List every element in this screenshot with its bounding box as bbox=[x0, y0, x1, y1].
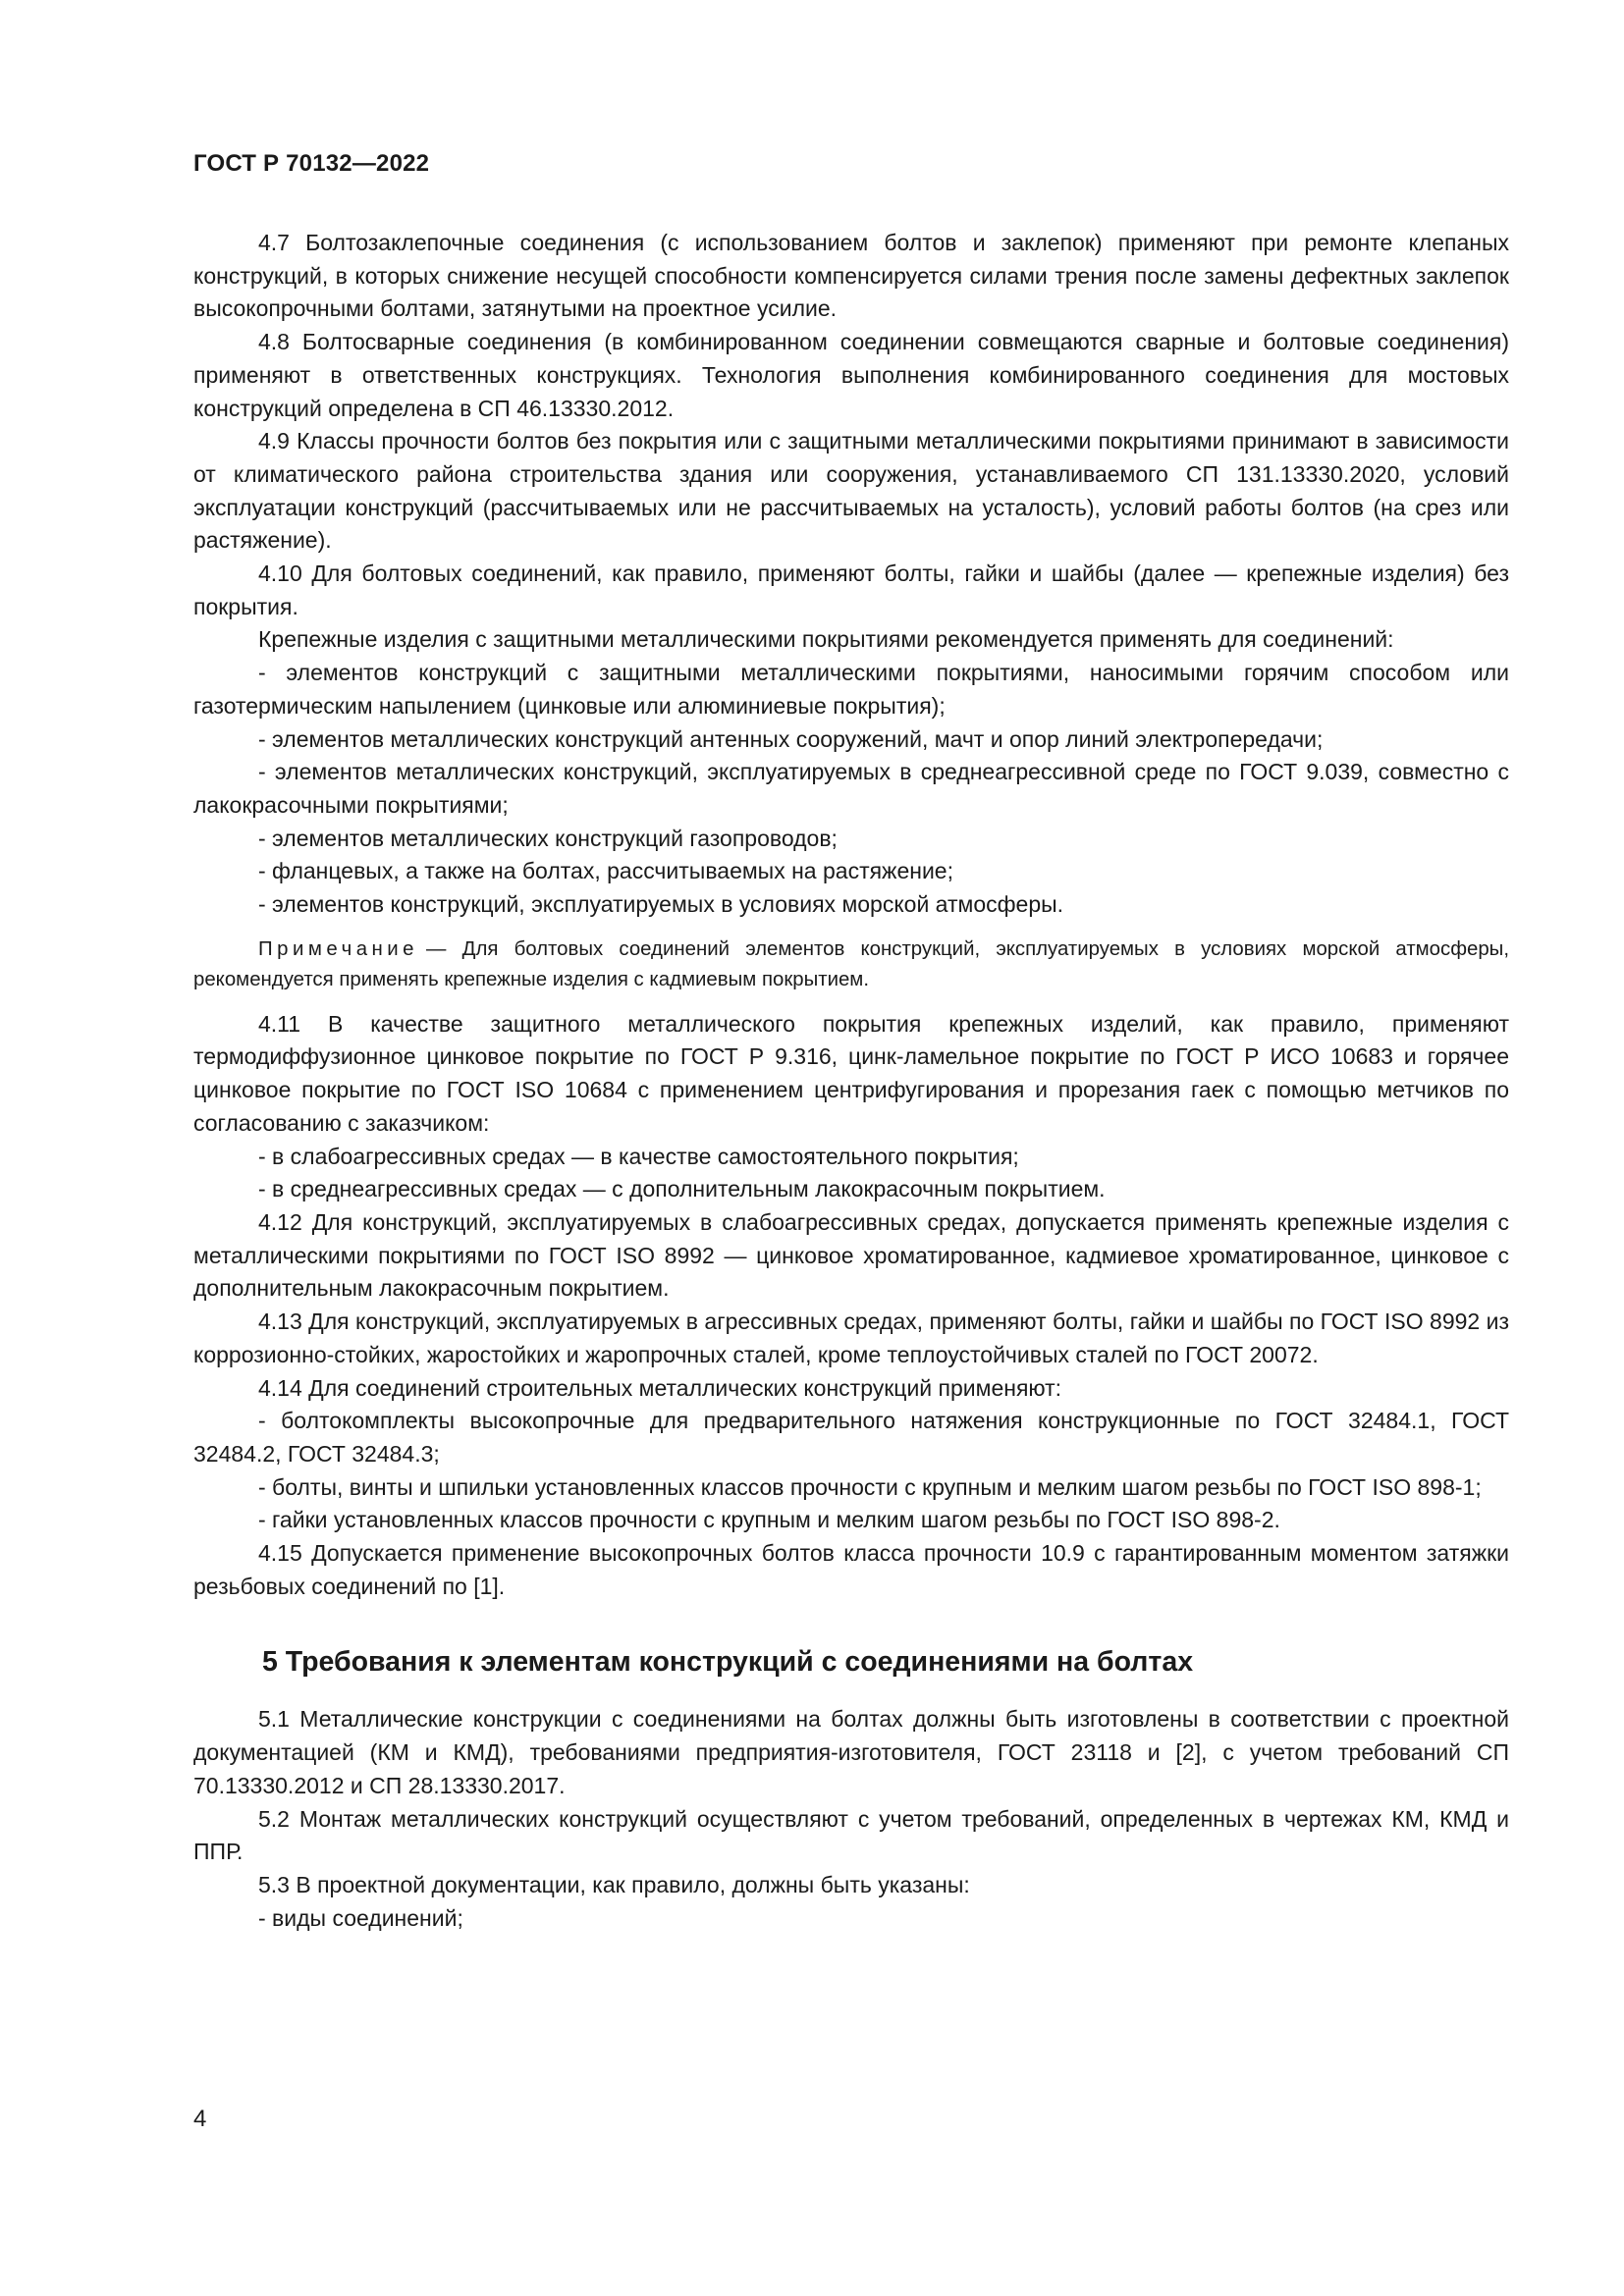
list-item: - элементов металлических конструкций антенных сооружений, мачт и опор линий электропередачи; bbox=[258, 725, 1324, 752]
list-item: - гайки установленных классов прочности с крупным и мелким шагом резьбы по ГОСТ ISO 898-2. bbox=[258, 1507, 1280, 1533]
section-5-heading: 5 Требования к элементам конструкций с соединениями на болтах bbox=[262, 1646, 1194, 1679]
note-label: Примечание bbox=[258, 937, 419, 960]
list-item: - виды соединений; bbox=[258, 1904, 463, 1931]
paragraph-4-12: 4.12 Для конструкций, эксплуатируемых в слабоагрессивных средах, допускается применять крепежные изделия с металлическими покрытиями по ГОСТ ISO 8992 — цинковое хроматированное, кадмиевое хроматированное, цинковое с дополнительным лакокрасочным покрытием. bbox=[193, 1208, 1509, 1302]
paragraph-5-3: 5.3 В проектной документации, как правило, должны быть указаны: bbox=[258, 1871, 970, 1897]
paragraph-5-2: 5.2 Монтаж металлических конструкций осуществляют с учетом требований, определенных в чертежах КМ, КМД и ППР. bbox=[193, 1805, 1509, 1865]
paragraph-5-1: 5.1 Металлические конструкции с соединениями на болтах должны быть изготовлены в соответствии с проектной документацией (КМ и КМД), требованиями предприятия-изготовителя, ГОСТ 23118 и [2], с учетом требований СП 70.13330.2012 и СП 28.13330.2017. bbox=[193, 1706, 1509, 1798]
list-item: - болты, винты и шпильки установленных классов прочности с крупным и мелким шагом резьбы по ГОСТ ISO 898-1; bbox=[258, 1473, 1482, 1500]
list-item: - элементов конструкций, эксплуатируемых в условиях морской атмосферы. bbox=[258, 891, 1064, 918]
list-item: - элементов металлических конструкций, эксплуатируемых в среднеагрессивной среде по ГОСТ 9.039, совместно с лакокрасочными покрытиями; bbox=[193, 759, 1509, 818]
note-text: — Для болтовых соединений элементов конструкций, эксплуатируемых в условиях морской атмосферы, рекомендуется применять крепежные изделия с кадмиевым покрытием. bbox=[193, 937, 1509, 990]
list-item: - элементов металлических конструкций газопроводов; bbox=[258, 825, 838, 851]
paragraph-4-14: 4.14 Для соединений строительных металлических конструкций применяют: bbox=[258, 1374, 1062, 1401]
paragraph-4-7: 4.7 Болтозаклепочные соединения (с использованием болтов и заклепок) применяют при ремонте клепаных конструкций, в которых снижение несущей способности компенсируется силами трения после замены дефектных заклепок высокопрочными болтами, затянутыми на проектное усилие. bbox=[193, 230, 1509, 322]
document-header-code: ГОСТ Р 70132—2022 bbox=[193, 150, 430, 177]
list-item: - фланцевых, а также на болтах, рассчитываемых на растяжение; bbox=[258, 858, 953, 884]
paragraph-4-10-fasteners: Крепежные изделия с защитными металлическими покрытиями рекомендуется применять для соединений: bbox=[258, 626, 1394, 653]
list-item: - в среднеагрессивных средах — с дополнительным лакокрасочным покрытием. bbox=[258, 1176, 1106, 1202]
paragraph-4-10: 4.10 Для болтовых соединений, как правило, применяют болты, гайки и шайбы (далее — крепежные изделия) без покрытия. bbox=[193, 561, 1509, 619]
page-number: 4 bbox=[193, 2106, 207, 2132]
document-body bbox=[193, 227, 1509, 1935]
paragraph-4-8: 4.8 Болтосварные соединения (в комбинированном соединении совмещаются сварные и болтовые соединения) применяют в ответственных конструкциях. Технология выполнения комбинированного соединения для мостовых конструкций определена в СП 46.13330.2012. bbox=[193, 329, 1509, 421]
note-block bbox=[193, 934, 1509, 995]
list-item: - в слабоагрессивных средах — в качестве самостоятельного покрытия; bbox=[258, 1143, 1019, 1169]
paragraph-4-9: 4.9 Классы прочности болтов без покрытия или с защитными металлическими покрытиями принимают в зависимости от климатического района строительства здания или сооружения, устанавливаемого СП 131.13330.2020, условий эксплуатации конструкций (рассчитываемых или не рассчитываемых на усталость), условий работы болтов (на срез или растяжение). bbox=[193, 428, 1509, 554]
list-item: - элементов конструкций с защитными металлическими покрытиями, наносимыми горячим способом или газотермическим напылением (цинковые или алюминиевые покрытия); bbox=[193, 660, 1509, 719]
list-item: - болтокомплекты высокопрочные для предварительного натяжения конструкционные по ГОСТ 32484.1, ГОСТ 32484.2, ГОСТ 32484.3; bbox=[193, 1408, 1509, 1467]
paragraph-4-15: 4.15 Допускается применение высокопрочных болтов класса прочности 10.9 с гарантированным моментом затяжки резьбовых соединений по [1]. bbox=[193, 1540, 1509, 1599]
paragraph-4-13: 4.13 Для конструкций, эксплуатируемых в агрессивных средах, применяют болты, гайки и шайбы по ГОСТ ISO 8992 из коррозионно-стойких, жаростойких и жаропрочных сталей, кроме теплоустойчивых сталей по ГОСТ 20072. bbox=[193, 1308, 1509, 1367]
paragraph-4-11: 4.11 В качестве защитного металлического покрытия крепежных изделий, как правило, применяют термодиффузионное цинковое покрытие по ГОСТ Р 9.316, цинк-ламельное покрытие по ГОСТ Р ИСО 10683 и горячее цинковое покрытие по ГОСТ ISO 10684 с применением центрифугирования и прорезания гаек с помощью метчиков по согласованию с заказчиком: bbox=[193, 1010, 1509, 1136]
